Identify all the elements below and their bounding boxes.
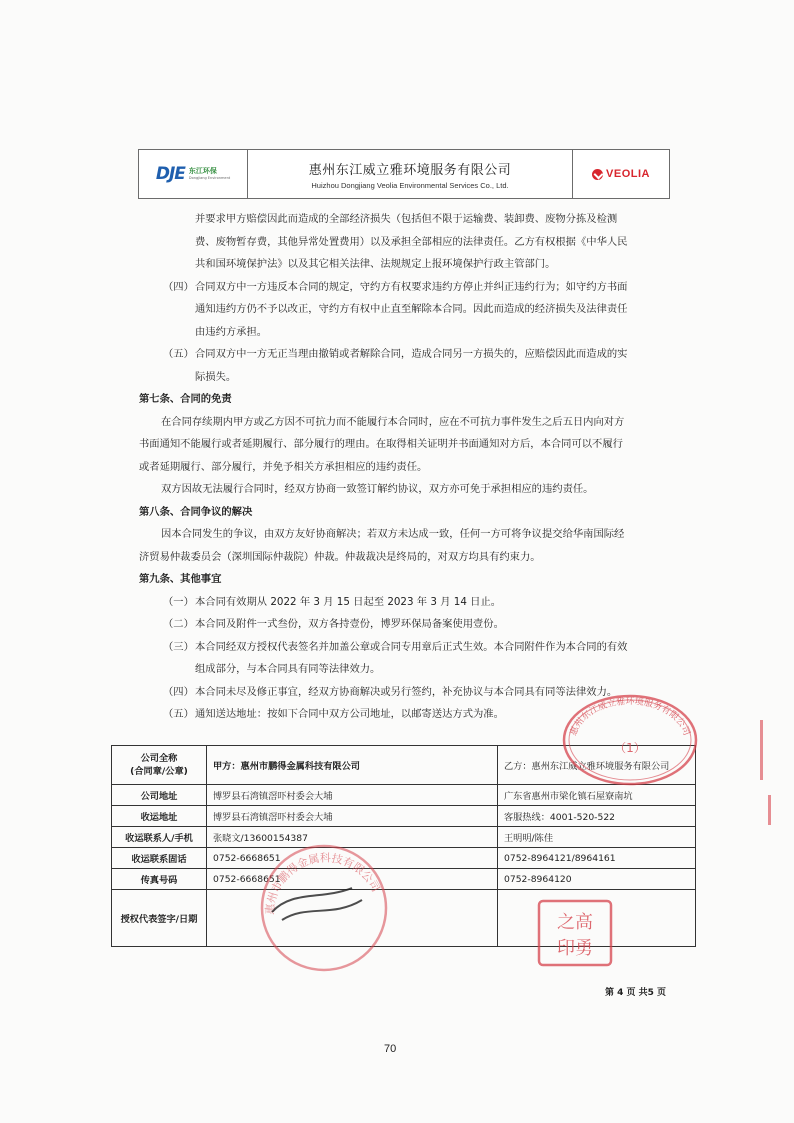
svg-text:之高: 之高 — [557, 912, 593, 933]
dongjiang-logo — [139, 150, 248, 198]
page-label: 第 4 页 共5 页 — [605, 988, 667, 998]
party-a-seal-text: 惠州市鹏得金属科技有限公司 — [263, 851, 383, 916]
section-7-paragraph-2: 双方因故无法履行合同时，经双方协商一致签订解约协议，双方亦可免于承担相应的违约责任。 — [161, 483, 594, 495]
section-7-paragraph-1: 在合同存续期内甲方或乙方因不可抗力而不能履行本合同时，应在不可抗力事件发生之后五日内向对方 书面通知不能履行或者延期履行、部分履行的理由。在取得相关证明并书面通知对方后，本合同可以不履行 或者延期履行、部分履行，并免予相关方承担相应的违约责任。 — [139, 415, 625, 473]
table-row — [112, 869, 696, 890]
table-row — [112, 746, 696, 785]
party-b-seal-number: （1） — [614, 741, 646, 755]
table-cell: 0752-8964121/8964161 — [498, 848, 696, 869]
veolia-logo — [573, 150, 669, 198]
table-label: 公司地址 — [112, 785, 207, 806]
party-b-seal-text: 惠州东江威立雅环境服务有限公司 — [568, 697, 692, 738]
seam-seal-mark — [760, 720, 763, 780]
table-cell: 广东省惠州市梁化镇石屋寮南坑 — [498, 785, 696, 806]
table-row — [112, 890, 696, 947]
svg-text:印勇: 印勇 — [557, 938, 593, 959]
veolia-icon — [592, 169, 603, 180]
logo-cn-text: 东江环保 — [188, 166, 217, 175]
table-cell: 0752-8964120 — [498, 869, 696, 890]
table-label: 授权代表签字/日期 — [112, 890, 207, 947]
table-label: 公司全称 (合同章/公章) — [112, 746, 207, 785]
table-label: 收运联系人/手机 — [112, 827, 207, 848]
table-row — [112, 848, 696, 869]
company-name-en: Huizhou Dongjiang Veolia Environmental Services Co., Ltd. — [311, 180, 509, 190]
table-label: 传真号码 — [112, 869, 207, 890]
table-cell: 0752-6668651 — [207, 869, 498, 890]
clause-9-5: （五） 通知送达地址：按如下合同中双方公司地址，以邮寄送达方式为准。 — [163, 708, 504, 720]
table-label: 收运地址 — [112, 806, 207, 827]
table-row — [112, 827, 696, 848]
table-cell: 乙方：惠州东江威立雅环境服务有限公司 — [498, 746, 696, 785]
contact-table — [111, 745, 696, 947]
veolia-wordmark: VEOLIA — [606, 168, 650, 180]
clause-9-3: （三） 本合同经双方授权代表签名并加盖公章或合同专用章后正式生效。本合同附件作为本合同的有效 组成部分，与本合同具有同等法律效力。 — [163, 640, 628, 675]
section-7-title: 第七条、合同的免责 — [139, 393, 232, 405]
table-cell: 甲方：惠州市鹏得金属科技有限公司 — [207, 746, 498, 785]
table-row — [112, 785, 696, 806]
section-8-title: 第八条、合同争议的解决 — [139, 505, 253, 518]
clause-item-4: （四） 合同双方中一方违反本合同的规定，守约方有权要求违约方停止并纠正违约行为；如守约方书面 通知违约方仍不予以改正，守约方有权中止直至解除本合同。因此而造成的经济损失及法律责任 由违约方承担。 — [163, 280, 628, 338]
seam-seal-mark — [768, 795, 771, 825]
table-cell: 0752-6668651 — [207, 848, 498, 869]
signature-cell-party-a — [207, 890, 498, 947]
section-8-paragraph: 因本合同发生的争议，由双方友好协商解决；若双方未达成一致，任何一方可将争议提交给华南国际经 济贸易仲裁委员会（深圳国际仲裁院）仲裁。仲裁裁决是终局的，对双方均具有约束力。 — [139, 528, 625, 563]
table-row — [112, 806, 696, 827]
table-cell: 客服热线：4001-520-522 — [498, 806, 696, 827]
clause-9-1: （一） 本合同有效期从 2022 年 3 月 15 日起至 2023 年 3 月 14 日止。 — [163, 595, 502, 608]
clause-9-4: （四） 本合同未尽及修正事宜，经双方协商解决或另行签约，补充协议与本合同具有同等法律效力。 — [163, 685, 618, 698]
signature-cell-party-b — [498, 890, 696, 947]
company-name-cn: 惠州东江威立雅环境服务有限公司 — [308, 162, 512, 178]
clause-9-2: （二） 本合同及附件一式叁份，双方各持壹份，博罗环保局备案使用壹份。 — [163, 618, 504, 630]
table-cell: 博罗县石湾镇滘吓村委会大埔 — [207, 806, 498, 827]
logo-mark: DJE — [155, 164, 185, 184]
table-cell: 博罗县石湾镇滘吓村委会大埔 — [207, 785, 498, 806]
continued-paragraph: 并要求甲方赔偿因此而造成的全部经济损失（包括但不限于运输费、装卸费、废物分拣及检测 费、废物暂存费，其他异常处置费用）以及承担全部相应的法律责任。乙方有权根据《中华人民 共和国环境保护法》以及其它相关法律、法规规定上报环境保护行政主管部门。 — [195, 213, 628, 270]
page-number: 70 — [384, 1043, 397, 1055]
contract-body — [139, 208, 674, 726]
table-cell: 王明明/陈佳 — [498, 827, 696, 848]
logo-en-text: Dongjiang Environment — [188, 175, 231, 180]
section-9-title: 第九条、其他事宜 — [139, 573, 222, 585]
table-cell: 张晓文/13600154387 — [207, 827, 498, 848]
table-label: 收运联系固话 — [112, 848, 207, 869]
clause-item-5: （五） 合同双方中一方无正当理由撤销或者解除合同，造成合同另一方损失的，应赔偿因此而造成的实 际损失。 — [163, 348, 628, 383]
letterhead — [138, 149, 670, 199]
